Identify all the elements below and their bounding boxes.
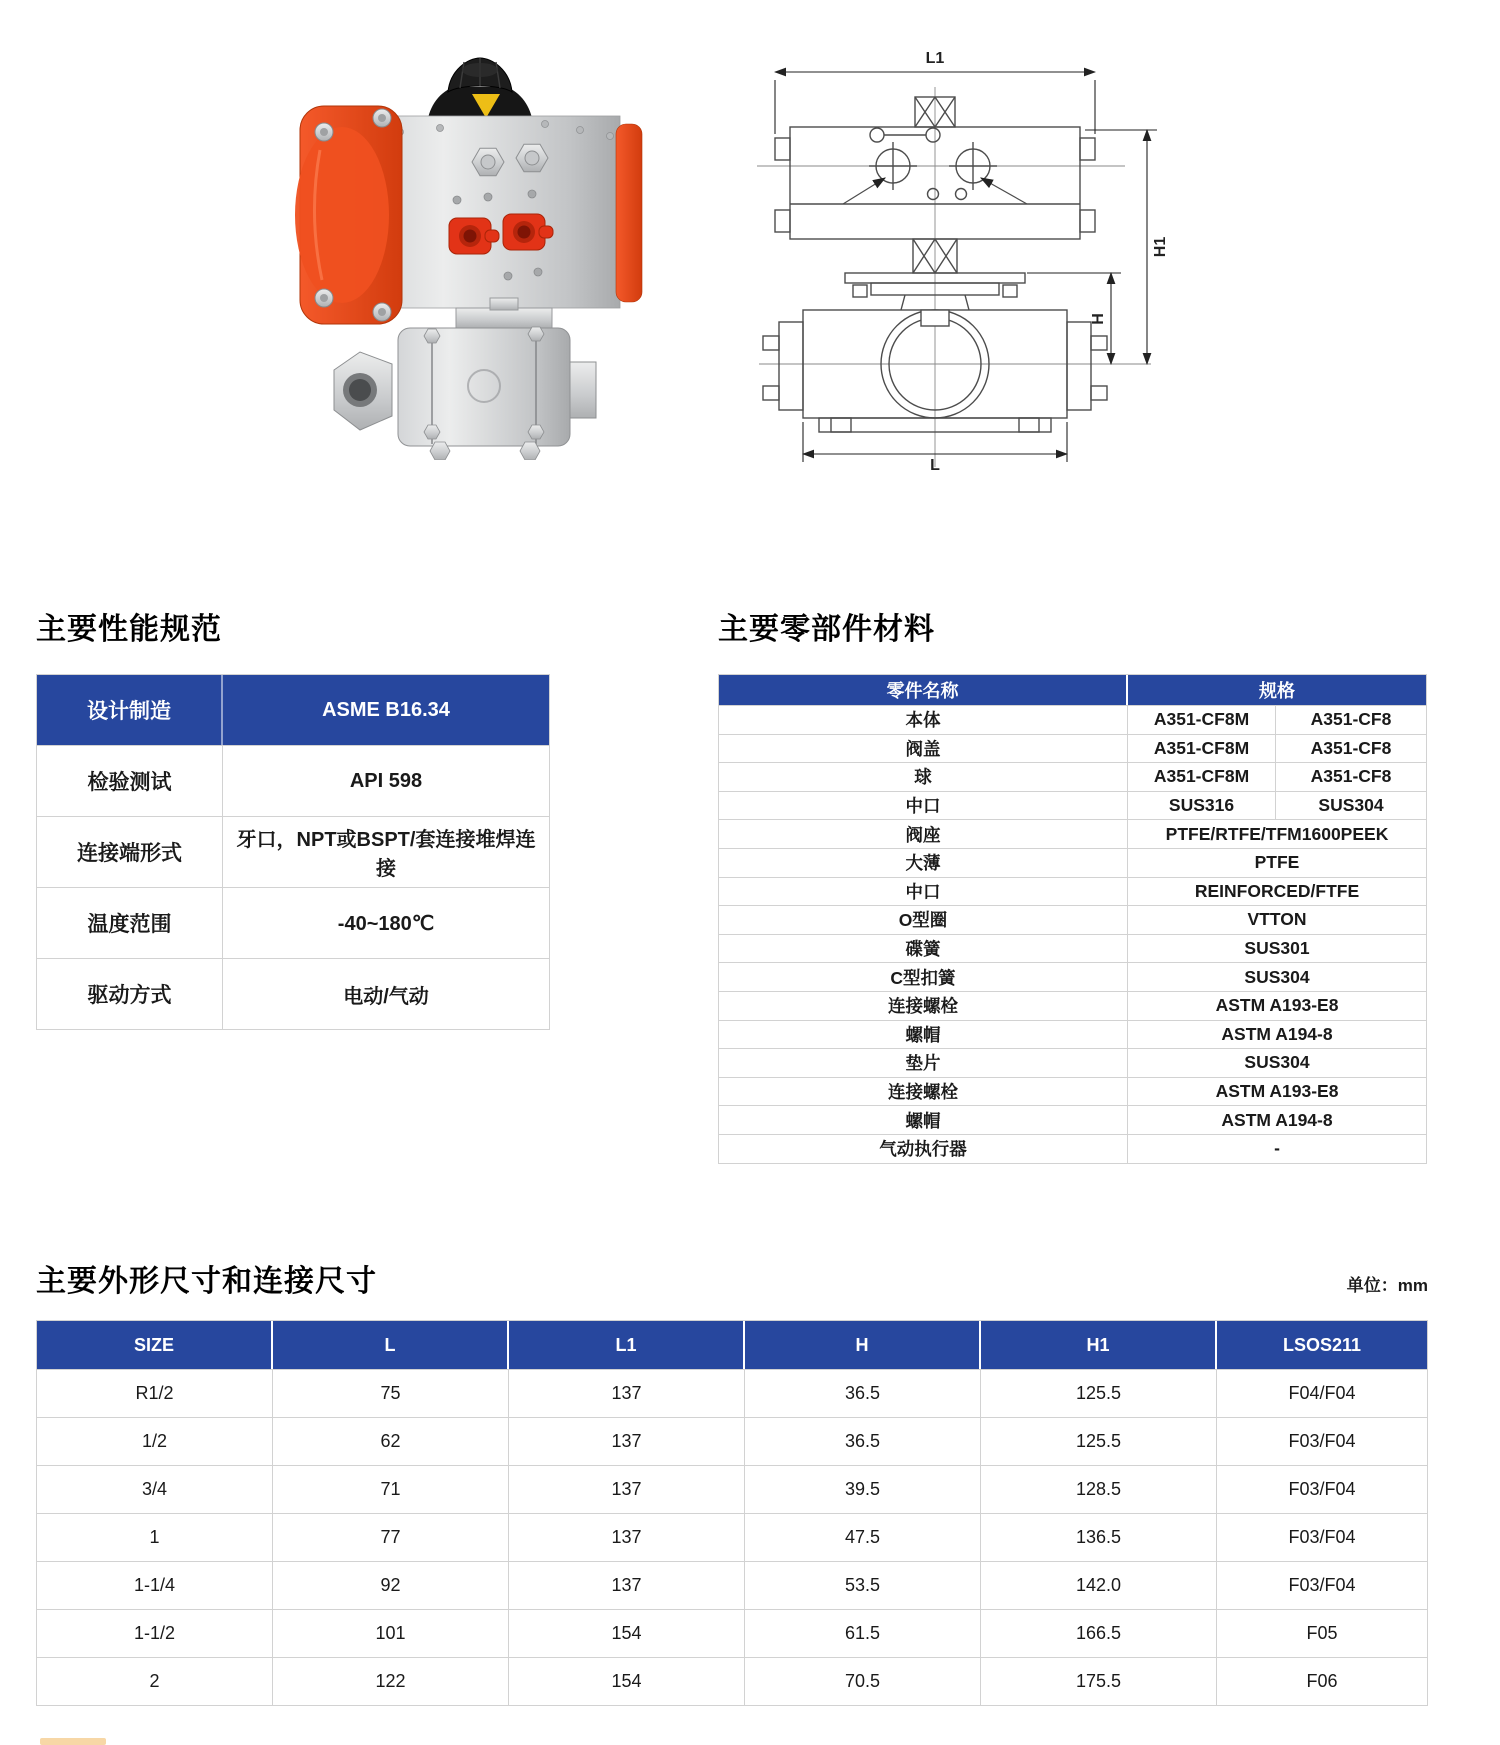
cell-size: 1/2	[37, 1418, 273, 1465]
performance-section	[36, 604, 550, 1030]
table-header-row	[37, 1321, 1427, 1369]
perf-value: 牙口，NPT或BSPT/套连接堆焊连接	[236, 829, 536, 880]
actuator-endcap-right	[616, 124, 642, 302]
cell-l1: 137	[509, 1514, 745, 1561]
unit-label: 单位：mm	[1346, 1276, 1428, 1295]
cell-lsos211: F03/F04	[1288, 1479, 1356, 1499]
part-spec: PTFE/RTFE/TFM1600PEEK	[1165, 823, 1389, 844]
table-row	[719, 934, 1426, 963]
cell-l: 122	[273, 1658, 509, 1705]
perf-value: ASME B16.34	[322, 698, 450, 721]
table-row	[37, 675, 549, 745]
part-spec: ASTM A194-8	[1221, 1109, 1333, 1130]
table-row	[719, 877, 1426, 906]
cell-h1: 125.5	[981, 1370, 1217, 1417]
performance-title: 主要性能规范	[36, 613, 222, 646]
perf-label: 检验测试	[37, 746, 223, 816]
performance-table	[36, 674, 550, 1030]
perf-value: -40~180℃	[337, 912, 435, 935]
part-spec: ASTM A194-8	[1221, 1023, 1333, 1044]
table-row	[37, 745, 549, 816]
cell-lsos211: F04/F04	[1288, 1383, 1356, 1403]
table-row	[37, 887, 549, 958]
col-header-h: H	[745, 1321, 981, 1369]
cell-h1: 175.5	[981, 1658, 1217, 1705]
table-row	[719, 1105, 1426, 1134]
part-name: 螺帽	[719, 1106, 1128, 1134]
cell-lsos211: F03/F04	[1288, 1575, 1356, 1595]
table-row	[719, 991, 1426, 1020]
perf-label: 温度范围	[37, 888, 223, 958]
part-name: 本体	[719, 706, 1128, 734]
cell-h: 61.5	[745, 1610, 981, 1657]
table-row	[37, 1657, 1427, 1705]
part-spec: VTTON	[1247, 909, 1307, 930]
table-row	[719, 1048, 1426, 1077]
part-name: 球	[719, 763, 1128, 791]
part-name: 气动执行器	[719, 1135, 1128, 1163]
cell-size: 1-1/4	[37, 1562, 273, 1609]
cell-h: 53.5	[745, 1562, 981, 1609]
dimensions-section	[36, 1256, 1428, 1706]
cell-l: 77	[273, 1514, 509, 1561]
dimension-label-l: L	[930, 457, 940, 472]
perf-label: 驱动方式	[37, 959, 223, 1029]
table-row	[37, 1513, 1427, 1561]
cell-h1: 142.0	[981, 1562, 1217, 1609]
part-spec: A351-CF8M	[1128, 706, 1276, 734]
table-header-row	[719, 675, 1426, 705]
cell-size: R1/2	[37, 1370, 273, 1417]
cell-l1: 137	[509, 1370, 745, 1417]
table-row	[37, 816, 549, 887]
cell-h1: 128.5	[981, 1466, 1217, 1513]
part-spec: SUS316	[1128, 792, 1276, 820]
dimension-lines	[775, 72, 1157, 462]
table-row	[719, 762, 1426, 791]
table-row	[37, 1465, 1427, 1513]
actuator-body	[368, 116, 620, 308]
col-header-lsos211: LSOS211	[1217, 1321, 1427, 1369]
cell-size: 1	[37, 1514, 273, 1561]
cell-lsos211: F05	[1306, 1623, 1338, 1643]
cell-l: 92	[273, 1562, 509, 1609]
cell-l: 75	[273, 1370, 509, 1417]
cell-l1: 137	[509, 1466, 745, 1513]
table-row	[719, 848, 1426, 877]
part-name: 碟簧	[719, 935, 1128, 963]
centerlines	[757, 87, 1151, 467]
table-row	[37, 958, 549, 1029]
part-spec: -	[1274, 1138, 1280, 1159]
table-row	[719, 962, 1426, 991]
table-row	[719, 705, 1426, 734]
cell-h: 36.5	[745, 1418, 981, 1465]
part-spec: SUS301	[1244, 938, 1310, 959]
cell-l: 101	[273, 1610, 509, 1657]
perf-label: 连接端形式	[37, 817, 223, 887]
col-header-l1: L1	[509, 1321, 745, 1369]
cell-h: 39.5	[745, 1466, 981, 1513]
dimension-drawing	[695, 42, 1215, 472]
col-header-h1: H1	[981, 1321, 1217, 1369]
cell-h1: 136.5	[981, 1514, 1217, 1561]
col-header-spec: 规格	[1259, 681, 1295, 701]
cell-lsos211: F06	[1306, 1671, 1338, 1691]
part-name: 中口	[719, 792, 1128, 820]
dimensions-table	[36, 1320, 1428, 1706]
part-name: C型扣簧	[719, 963, 1128, 991]
part-name: 大薄	[719, 849, 1128, 877]
table-row	[37, 1417, 1427, 1465]
materials-title: 主要零部件材料	[718, 613, 935, 646]
actuator-endcap-left	[295, 106, 402, 324]
page-footer-accent	[40, 1738, 106, 1745]
cell-l1: 137	[509, 1418, 745, 1465]
cell-size: 1-1/2	[37, 1610, 273, 1657]
part-spec: A351-CF8M	[1128, 763, 1276, 791]
cell-lsos211: F03/F04	[1288, 1527, 1356, 1547]
cell-size: 2	[37, 1658, 273, 1705]
table-row	[719, 1020, 1426, 1049]
table-row	[719, 819, 1426, 848]
pneumatic-actuator-ball-valve-illustration	[280, 40, 690, 460]
cell-l: 71	[273, 1466, 509, 1513]
cell-h: 47.5	[745, 1514, 981, 1561]
cell-l1: 154	[509, 1610, 745, 1657]
part-spec: A351-CF8	[1310, 709, 1392, 730]
perf-value: API 598	[349, 769, 423, 792]
part-spec: A351-CF8	[1310, 737, 1392, 758]
part-spec: SUS304	[1244, 1052, 1310, 1073]
part-name: 中口	[719, 878, 1128, 906]
col-header-part-name: 零件名称	[719, 675, 1128, 705]
cell-h1: 166.5	[981, 1610, 1217, 1657]
table-row	[37, 1561, 1427, 1609]
col-header-l: L	[273, 1321, 509, 1369]
cell-l1: 137	[509, 1562, 745, 1609]
part-spec: REINFORCED/FTFE	[1194, 880, 1360, 901]
cell-h1: 125.5	[981, 1418, 1217, 1465]
cell-l: 62	[273, 1418, 509, 1465]
part-spec: SUS304	[1318, 795, 1384, 816]
materials-table	[718, 674, 1427, 1164]
part-spec: A351-CF8	[1310, 766, 1392, 787]
part-spec: ASTM A193-E8	[1215, 1081, 1339, 1102]
cell-size: 3/4	[37, 1466, 273, 1513]
cell-h: 70.5	[745, 1658, 981, 1705]
part-spec: A351-CF8M	[1128, 735, 1276, 763]
cell-h: 36.5	[745, 1370, 981, 1417]
table-row	[37, 1609, 1427, 1657]
technical-drawing	[695, 42, 1215, 472]
part-name: 垫片	[719, 1049, 1128, 1077]
perf-label: 设计制造	[37, 675, 223, 745]
part-name: 阀盖	[719, 735, 1128, 763]
cell-lsos211: F03/F04	[1288, 1431, 1356, 1451]
dimension-label-l1: L1	[925, 50, 945, 67]
part-name: 螺帽	[719, 1021, 1128, 1049]
cell-l1: 154	[509, 1658, 745, 1705]
part-name: 连接螺栓	[719, 1078, 1128, 1106]
table-row	[719, 791, 1426, 820]
table-row	[719, 734, 1426, 763]
materials-section	[718, 604, 1427, 1164]
part-spec: ASTM A193-E8	[1215, 995, 1339, 1016]
dimension-label-h: H	[1090, 313, 1107, 325]
part-name: 连接螺栓	[719, 992, 1128, 1020]
table-row	[37, 1369, 1427, 1417]
table-row	[719, 1134, 1426, 1163]
dimension-label-h1: H1	[1152, 236, 1169, 258]
table-row	[719, 1077, 1426, 1106]
part-name: 阀座	[719, 820, 1128, 848]
part-name: O型圈	[719, 906, 1128, 934]
col-header-size: SIZE	[37, 1321, 273, 1369]
product-photo	[280, 40, 690, 460]
dimensions-title: 主要外形尺寸和连接尺寸	[36, 1265, 377, 1298]
perf-value: 电动/气动	[343, 985, 429, 1008]
table-row	[719, 905, 1426, 934]
part-spec: SUS304	[1244, 966, 1310, 987]
part-spec: PTFE	[1254, 852, 1300, 873]
